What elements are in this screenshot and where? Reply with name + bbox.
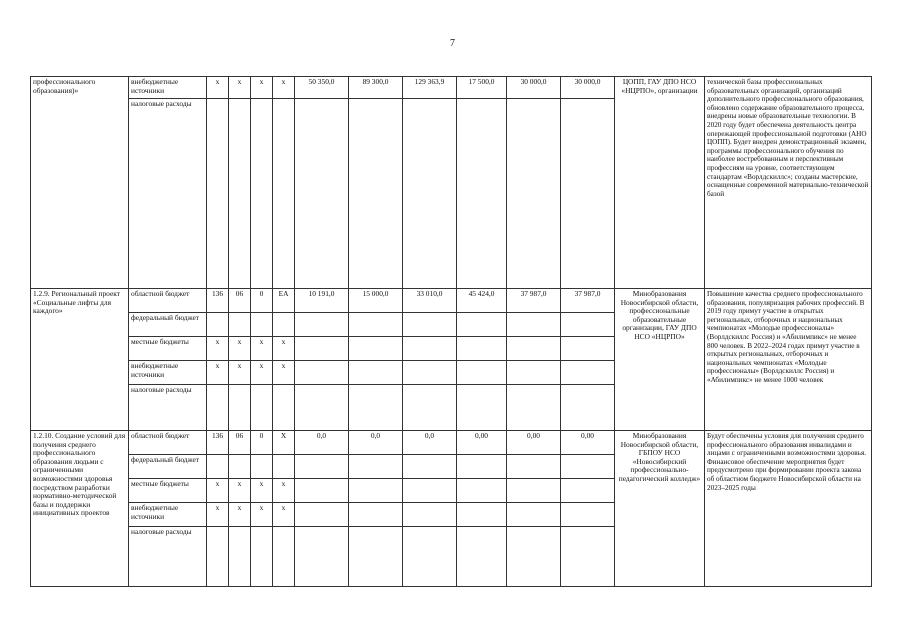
funding-amount-cell	[457, 455, 507, 479]
expected-result-cell: Повышение качества среднего профессионального образования, популяризация рабочих профессий. В 2019 году примут участие в открытых региональных, отборочных и национальных чемпионатах «Молодые профессионалы» (Ворлдскиллс Россия) и «Абилимпикс» не менее 800 человек. В 2022–2024 годах примут участие в открытых региональных, отборочных и национальных чемпионатах «Молодые профессионалы» (Ворлдскиллс Россия) и «Абилимпикс» не менее 1000 человек	[705, 289, 872, 431]
expected-result-cell: Будут обеспечены условия для получения среднего профессионального образования инвалидами и лицами с ограниченными возможностями здоровья. Финансовое обеспечение мероприятия будет предусмотрено при формировании проекта закона об областном бюджете Новосибирской области на 2023–2025 годы	[705, 431, 872, 587]
budget-code-cell	[251, 99, 273, 289]
funding-amount-cell	[349, 361, 403, 385]
budget-code-cell: 06	[229, 289, 251, 313]
budget-code-cell	[251, 313, 273, 337]
budget-code-cell: 0	[251, 431, 273, 455]
funding-amount-cell: 17 500,0	[457, 77, 507, 99]
funding-amount-cell	[403, 361, 457, 385]
funding-amount-cell	[561, 337, 615, 361]
measure-name-cell: 1.2.9. Региональный проект «Социальные лифты для каждого»	[31, 289, 129, 431]
funding-amount-cell	[507, 455, 561, 479]
funding-source-cell: налоговые расходы	[129, 99, 207, 289]
funding-amount-cell	[295, 527, 349, 587]
budget-code-cell	[273, 527, 295, 587]
funding-amount-cell	[561, 385, 615, 431]
funding-amount-cell	[349, 385, 403, 431]
budget-code-cell: x	[251, 479, 273, 503]
funding-amount-cell	[457, 313, 507, 337]
budget-code-cell	[251, 527, 273, 587]
funding-amount-cell: 30 000,0	[561, 77, 615, 99]
funding-amount-cell	[457, 385, 507, 431]
executor-cell: Минобразования Новосибирской области, ГБПОУ НСО «Новосибирский профессионально-педагогический колледж»	[615, 431, 705, 587]
funding-amount-cell: 37 987,0	[561, 289, 615, 313]
budget-code-cell: x	[229, 479, 251, 503]
budget-code-cell	[229, 455, 251, 479]
budget-code-cell	[207, 385, 229, 431]
funding-amount-cell	[507, 527, 561, 587]
budget-code-cell: x	[207, 337, 229, 361]
budget-code-cell: x	[273, 77, 295, 99]
funding-amount-cell	[457, 99, 507, 289]
budget-code-cell	[273, 455, 295, 479]
budget-code-cell: x	[229, 503, 251, 527]
funding-source-cell: внебюджетные источники	[129, 77, 207, 99]
funding-amount-cell	[507, 503, 561, 527]
funding-amount-cell: 0,0	[403, 431, 457, 455]
budget-code-cell	[229, 99, 251, 289]
funding-amount-cell	[403, 479, 457, 503]
funding-source-cell: налоговые расходы	[129, 385, 207, 431]
funding-amount-cell: 129 363,9	[403, 77, 457, 99]
funding-amount-cell	[295, 455, 349, 479]
funding-amount-cell	[295, 361, 349, 385]
funding-amount-cell	[349, 313, 403, 337]
funding-amount-cell	[457, 337, 507, 361]
budget-code-cell: x	[229, 337, 251, 361]
budget-code-cell: 136	[207, 431, 229, 455]
funding-amount-cell: 50 350,0	[295, 77, 349, 99]
funding-source-cell: местные бюджеты	[129, 479, 207, 503]
expected-result-cell: технической базы профессиональных образовательных организаций, организаций дополнительного профессионального образования, обновлено содержание образовательного процесса, внедрены новые образовательные технологии. В 2020 году будет обеспечена деятельность центра опережающей профессиональной подготовки (АНО ЦОПП). Будет внедрен демонстрационный экзамен, программы профессионального обучения по наиболее востребованным и перспективным профессиям на уровне, соответствующем стандартам «Ворлдскиллс»; созданы мастерские, оснащенные современной материально-технической базой	[705, 77, 872, 289]
page-number: 7	[450, 38, 455, 49]
funding-amount-cell: 33 010,0	[403, 289, 457, 313]
funding-amount-cell	[295, 99, 349, 289]
funding-amount-cell	[561, 361, 615, 385]
funding-amount-cell	[507, 385, 561, 431]
funding-amount-cell	[507, 99, 561, 289]
measure-name-cell: профессионального образования)»	[31, 77, 129, 289]
budget-code-cell: 0	[251, 289, 273, 313]
funding-amount-cell	[403, 503, 457, 527]
budget-code-cell: x	[251, 503, 273, 527]
budget-code-cell	[273, 99, 295, 289]
funding-amount-cell	[295, 503, 349, 527]
funding-amount-cell: 0,0	[295, 431, 349, 455]
funding-amount-cell	[349, 479, 403, 503]
funding-source-cell: внебюджетные источники	[129, 503, 207, 527]
funding-amount-cell: 0,0	[349, 431, 403, 455]
budget-code-cell: x	[207, 503, 229, 527]
funding-amount-cell: 45 424,0	[457, 289, 507, 313]
funding-amount-cell	[507, 479, 561, 503]
funding-amount-cell	[561, 527, 615, 587]
budget-code-cell: x	[273, 503, 295, 527]
budget-code-cell: 136	[207, 289, 229, 313]
table-row	[31, 77, 872, 99]
funding-amount-cell	[349, 455, 403, 479]
funding-amount-cell	[349, 337, 403, 361]
funding-source-cell: федеральный бюджет	[129, 455, 207, 479]
funding-amount-cell	[403, 527, 457, 587]
executor-cell: ЦОПП, ГАУ ДПО НСО «НЦРПО», организации	[615, 77, 705, 289]
budget-code-cell: 06	[229, 431, 251, 455]
funding-amount-cell	[295, 313, 349, 337]
budget-code-cell	[229, 527, 251, 587]
funding-amount-cell	[561, 313, 615, 337]
budget-code-cell	[251, 455, 273, 479]
funding-amount-cell	[403, 313, 457, 337]
funding-amount-cell	[561, 99, 615, 289]
budget-code-cell: X	[273, 431, 295, 455]
funding-amount-cell	[349, 99, 403, 289]
budget-code-cell: x	[207, 361, 229, 385]
funding-amount-cell	[507, 313, 561, 337]
funding-amount-cell	[457, 361, 507, 385]
budget-code-cell	[251, 385, 273, 431]
budget-code-cell	[207, 313, 229, 337]
funding-amount-cell	[403, 385, 457, 431]
budget-code-cell	[229, 385, 251, 431]
funding-amount-cell	[507, 337, 561, 361]
funding-amount-cell	[561, 479, 615, 503]
funding-amount-cell	[457, 527, 507, 587]
budget-code-cell: x	[273, 479, 295, 503]
funding-amount-cell	[403, 455, 457, 479]
funding-amount-cell: 89 300,0	[349, 77, 403, 99]
funding-source-cell: местные бюджеты	[129, 337, 207, 361]
funding-source-cell: областной бюджет	[129, 289, 207, 313]
funding-source-cell: внебюджетные источники	[129, 361, 207, 385]
funding-amount-cell	[561, 455, 615, 479]
budget-code-cell: x	[251, 77, 273, 99]
funding-amount-cell	[457, 503, 507, 527]
funding-amount-cell: 0,00	[457, 431, 507, 455]
funding-amount-cell: 10 191,0	[295, 289, 349, 313]
funding-amount-cell	[349, 503, 403, 527]
program-measures-table	[30, 76, 872, 587]
funding-amount-cell	[295, 479, 349, 503]
funding-amount-cell	[507, 361, 561, 385]
budget-code-cell: x	[207, 77, 229, 99]
budget-code-cell: x	[207, 479, 229, 503]
budget-code-cell: x	[273, 361, 295, 385]
table-row	[31, 431, 872, 455]
budget-code-cell: x	[229, 361, 251, 385]
funding-amount-cell: 15 000,0	[349, 289, 403, 313]
funding-amount-cell: 0,00	[507, 431, 561, 455]
funding-amount-cell	[295, 337, 349, 361]
funding-source-cell: налоговые расходы	[129, 527, 207, 587]
funding-amount-cell	[403, 337, 457, 361]
funding-source-cell: федеральный бюджет	[129, 313, 207, 337]
funding-source-cell: областной бюджет	[129, 431, 207, 455]
funding-amount-cell	[561, 503, 615, 527]
budget-code-cell	[273, 385, 295, 431]
budget-code-cell: x	[273, 337, 295, 361]
funding-amount-cell: 0,00	[561, 431, 615, 455]
budget-code-cell	[273, 313, 295, 337]
funding-amount-cell: 37 987,0	[507, 289, 561, 313]
funding-amount-cell: 30 000,0	[507, 77, 561, 99]
funding-amount-cell	[403, 99, 457, 289]
funding-amount-cell	[457, 479, 507, 503]
budget-code-cell	[207, 99, 229, 289]
budget-code-cell	[207, 455, 229, 479]
funding-amount-cell	[295, 385, 349, 431]
budget-code-cell	[229, 313, 251, 337]
budget-code-cell: x	[229, 77, 251, 99]
funding-amount-cell	[349, 527, 403, 587]
budget-code-cell	[207, 527, 229, 587]
budget-code-cell: x	[251, 337, 273, 361]
budget-code-cell: x	[251, 361, 273, 385]
budget-code-cell: EA	[273, 289, 295, 313]
executor-cell: Минобразования Новосибирской области, профессиональные образовательные организации, ГАУ ДПО НСО «НЦРПО»	[615, 289, 705, 431]
table-row	[31, 289, 872, 313]
measure-name-cell: 1.2.10. Создание условий для получения среднего профессионального образования людьми с ограниченными возможностями здоровья посредством разработки нормативно-методической базы и поддержки инициативных проектов	[31, 431, 129, 587]
